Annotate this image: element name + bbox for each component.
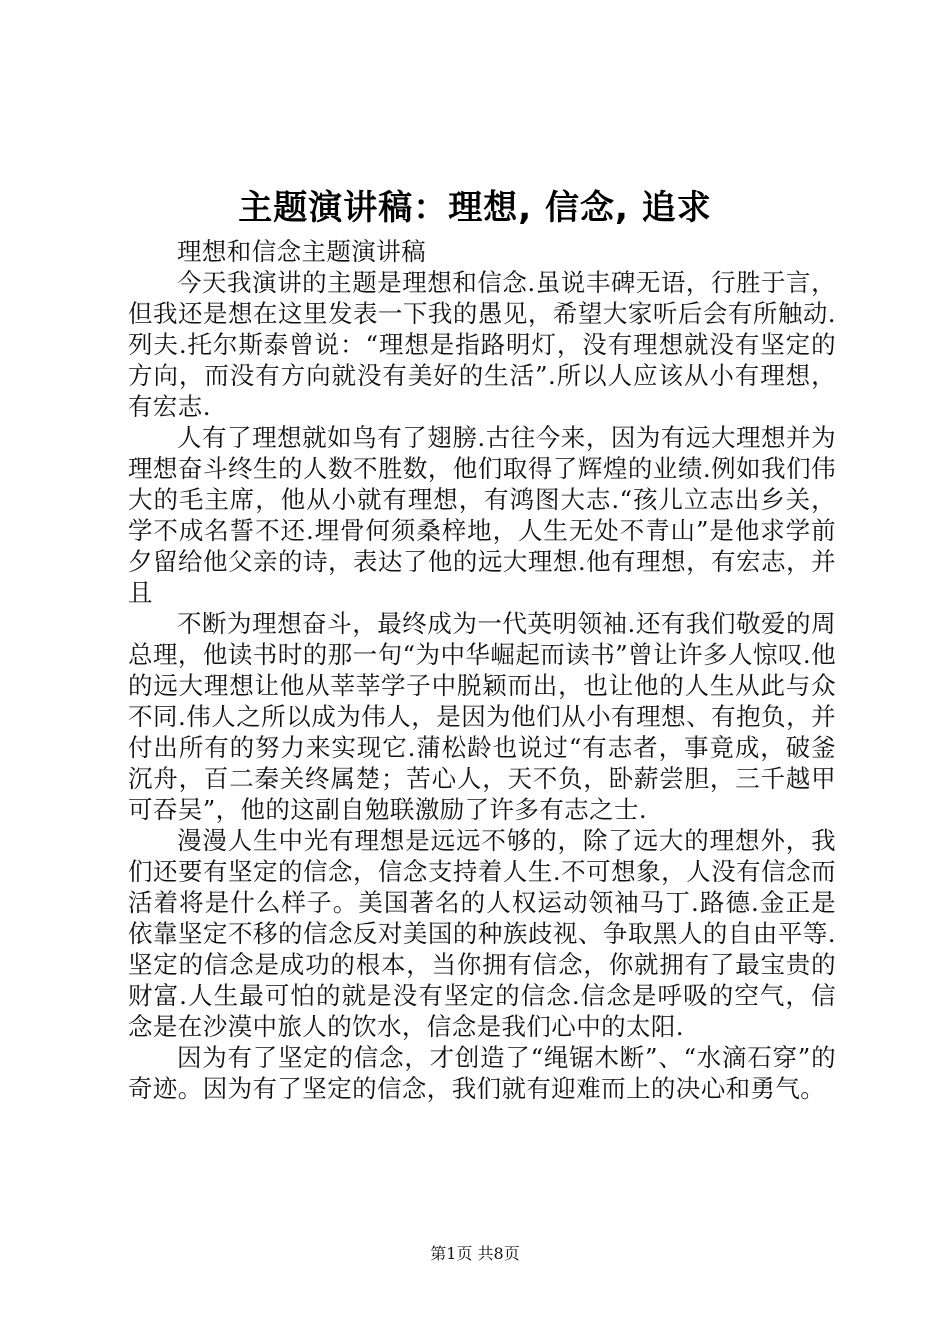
document-body [128,236,836,1104]
body-paragraph: 不断为理想奋斗，最终成为一代英明领袖.还有我们敬爱的周总理，他读书时的那一句“为中华崛起而读书”曾让许多人惊叹.他的远大理想让他从莘莘学子中脱颖而出，也让他的人生从此与众不同.伟人之所以成为伟人，是因为他们从小有理想、有抱负，并付出所有的努力来实现它.蒲松龄也说过“有志者，事竟成，破釜沉舟，百二秦关终属楚；苦心人，天不负，卧薪尝胆，三千越甲可吞吴”，他的这副自勉联激励了许多有志之士. [128,609,836,824]
body-paragraph: 因为有了坚定的信念，才创造了“绳锯木断”、“水滴石穿”的奇迹。因为有了坚定的信念，我们就有迎难而上的决心和勇气。 [128,1043,836,1103]
page-number-footer: 第1页 共8页 [430,1244,520,1263]
subtitle-paragraph: 理想和信念主题演讲稿 [177,237,426,266]
body-paragraph: 人有了理想就如鸟有了翅膀.古往今来，因为有远大理想并为理想奋斗终生的人数不胜数，他们取得了辉煌的业绩.例如我们伟大的毛主席，他从小就有理想，有鸿图大志.“孩儿立志出乡关，学不成名誓不还.埋骨何须桑梓地，人生无处不青山”是他求学前夕留给他父亲的诗，表达了他的远大理想.他有理想，有宏志，并且 [128,423,836,607]
body-paragraph: 今天我演讲的主题是理想和信念.虽说丰碑无语，行胜于言，但我还是想在这里发表一下我的愚见，希望大家听后会有所触动.列夫.托尔斯泰曾说：“理想是指路明灯，没有理想就没有坚定的方向，而没有方向就没有美好的生活”.所以人应该从小有理想，有宏志. [128,268,836,421]
page-title: 主题演讲稿：理想, 信念, 追求 [238,188,712,228]
body-paragraph: 漫漫人生中光有理想是远远不够的，除了远大的理想外，我们还要有坚定的信念，信念支持着人生.不可想象，人没有信念而活着将是什么样子。美国著名的人权运动领袖马丁.路德.金正是依靠坚定不移的信念反对美国的种族歧视、争取黑人的自由平等.坚定的信念是成功的根本，当你拥有信念，你就拥有了最宝贵的财富.人生最可怕的就是没有坚定的信念.信念是呼吸的空气，信念是在沙漠中旅人的饮水，信念是我们心中的太阳. [128,826,836,1041]
